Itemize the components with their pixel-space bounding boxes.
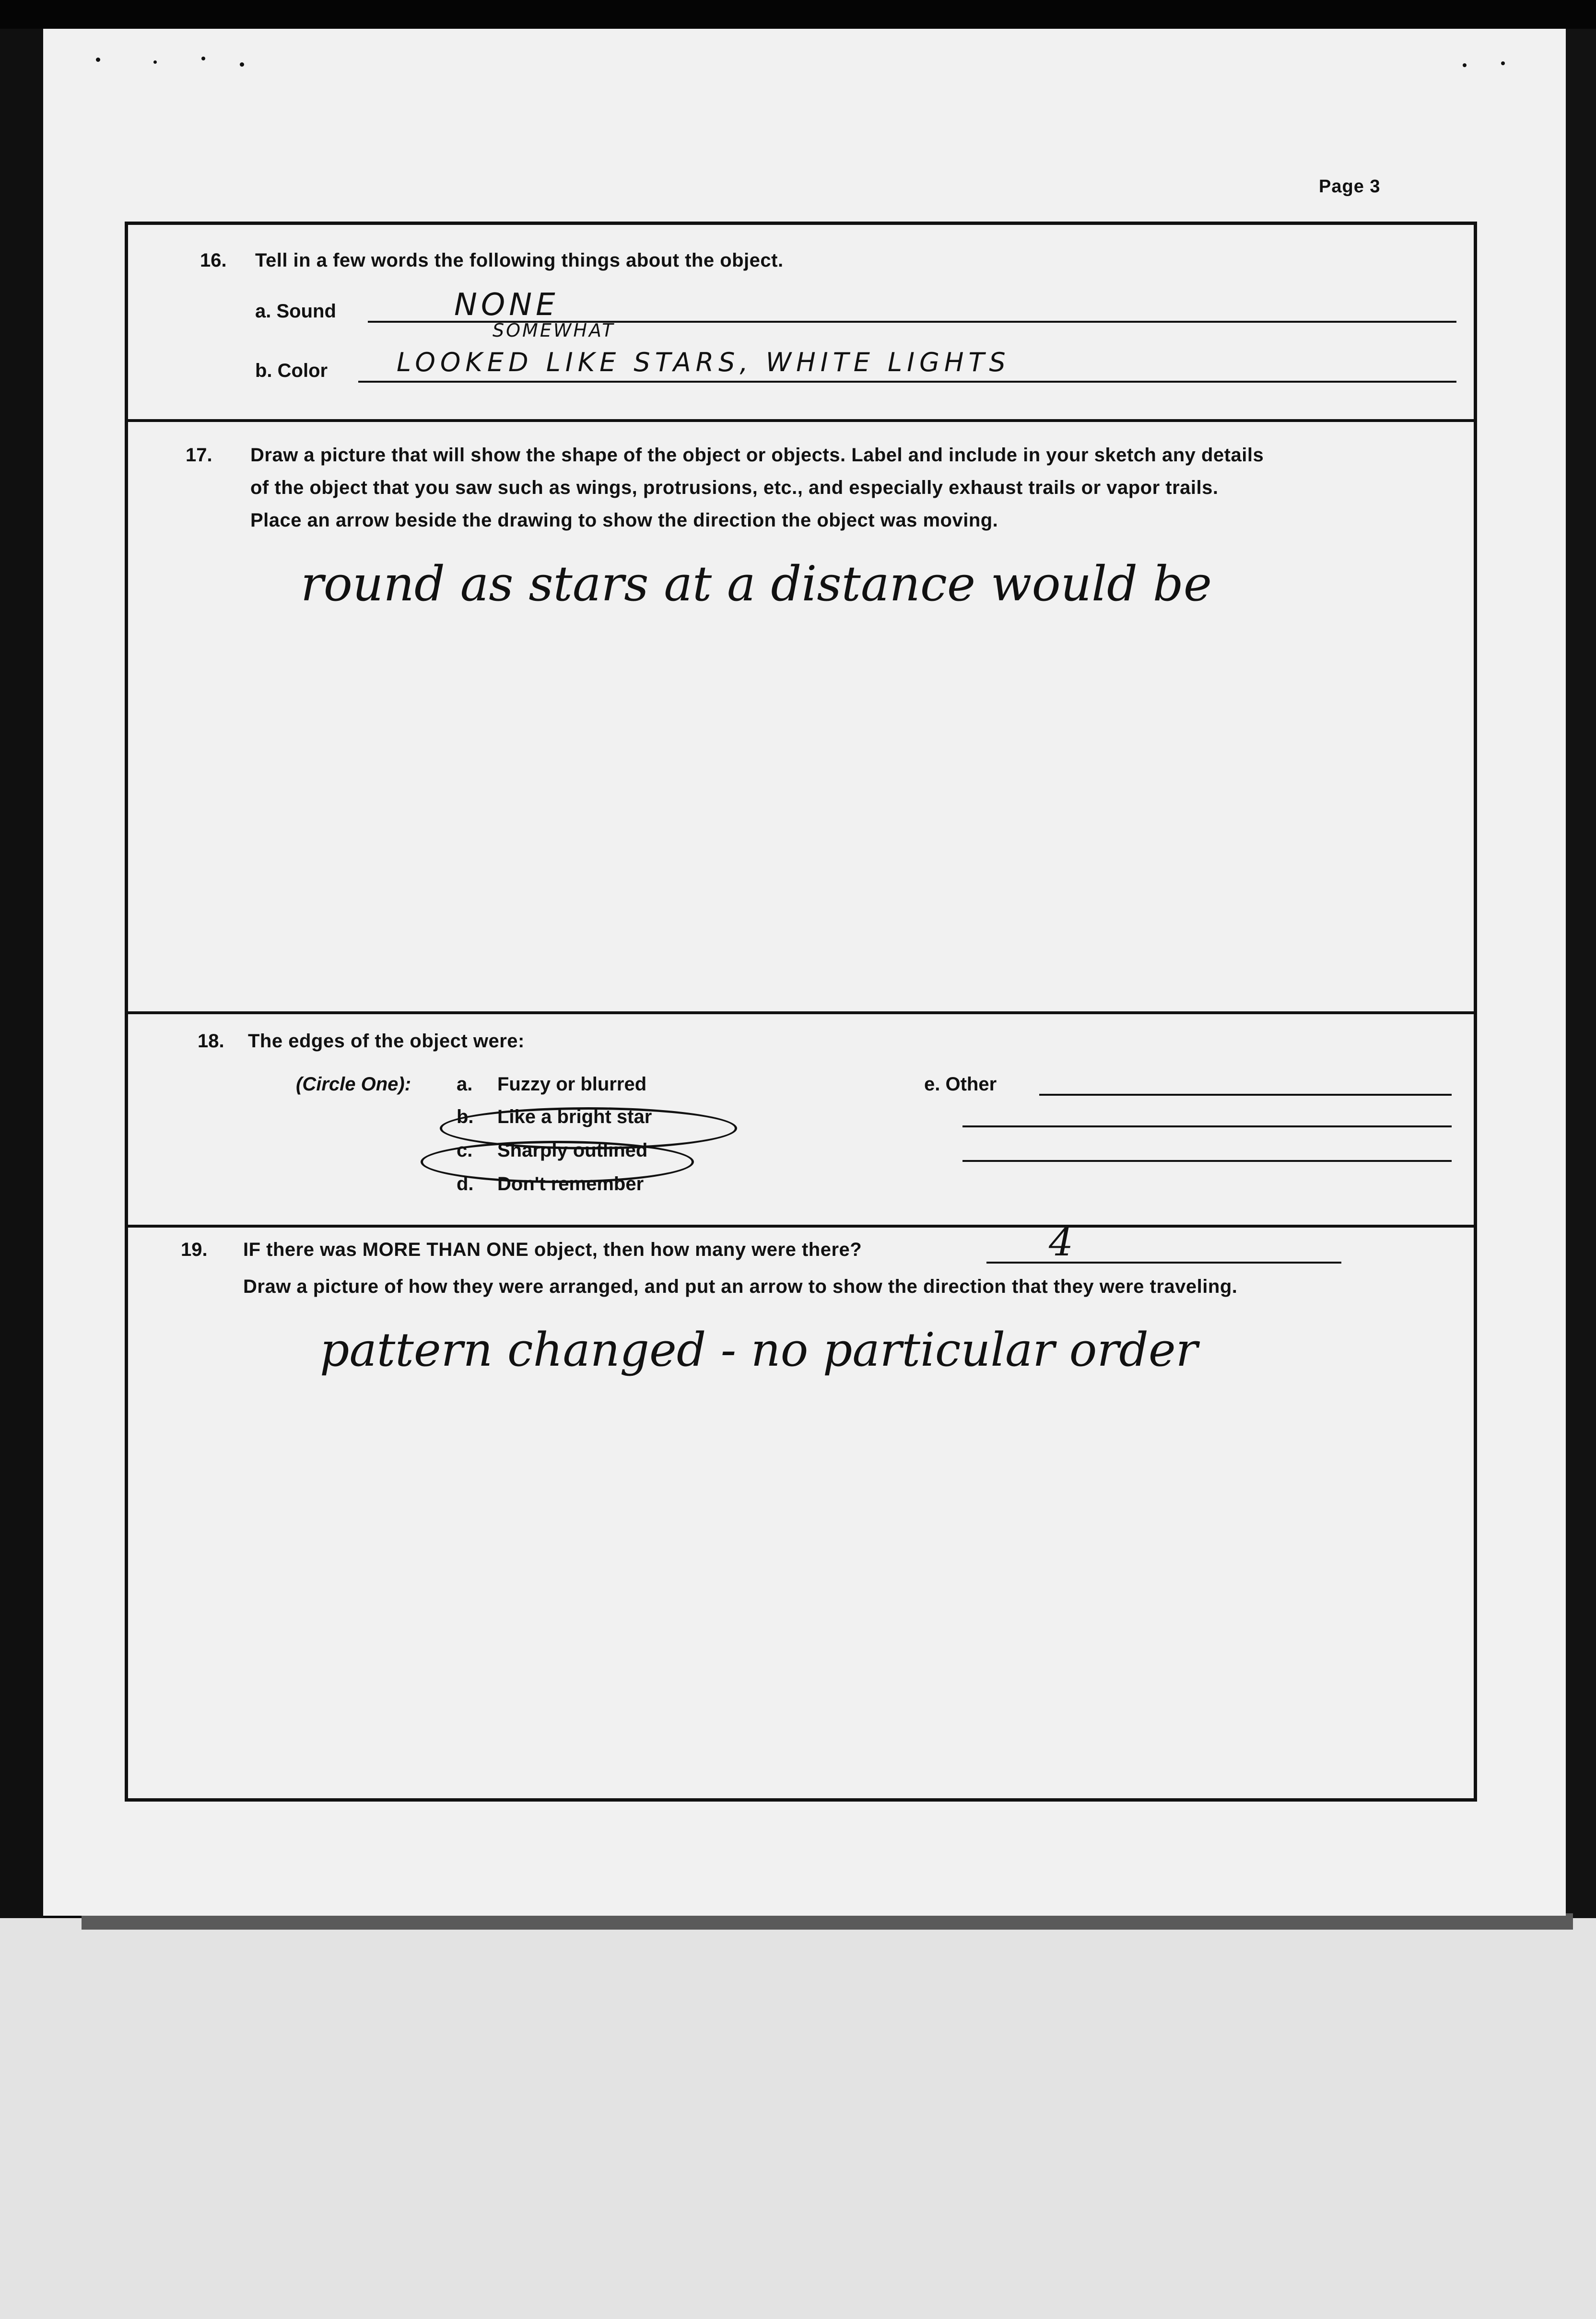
q18-other-line-3 (962, 1160, 1452, 1162)
q18-option-d-label: Don't remember (497, 1173, 644, 1195)
q18-option-c-letter: c. (457, 1140, 473, 1161)
q16-color-answer: LOOKED LIKE STARS, WHITE LIGHTS (397, 347, 1010, 377)
q18-other-line-1 (1039, 1094, 1452, 1096)
q19-handwritten-answer: pattern changed - no particular order (320, 1323, 1198, 1377)
film-border-top (0, 0, 1596, 29)
scan-speck (153, 60, 157, 64)
q18-option-b-letter: b. (457, 1106, 474, 1127)
scan-speck (240, 62, 244, 67)
q18-number: 18. (198, 1031, 224, 1052)
film-border-right (1566, 29, 1596, 1918)
q16-color-label: b. Color (255, 360, 328, 381)
section-divider (128, 419, 1474, 422)
form-questions-box (125, 222, 1477, 1802)
q16-sound-answer: NONE (454, 287, 559, 323)
q19-line1: IF there was MORE THAN ONE object, then how many were there? (243, 1239, 862, 1260)
q18-option-d-letter: d. (457, 1173, 474, 1195)
q19-line2: Draw a picture of how they were arranged, and put an arrow to show the direction that they were traveling. (243, 1276, 1238, 1297)
paper-shadow (82, 1913, 1573, 1930)
q18-other-label: e. Other (924, 1074, 997, 1095)
q16-sound-label: a. Sound (255, 301, 336, 322)
section-divider (128, 1225, 1474, 1228)
q16-text: Tell in a few words the following things about the object. (255, 250, 784, 271)
q18-text: The edges of the object were: (248, 1031, 525, 1052)
film-border-bottom (0, 1918, 1596, 2319)
q17-line3: Place an arrow beside the drawing to show the direction the object was moving. (250, 510, 998, 531)
q19-count-line (986, 1262, 1341, 1264)
q18-instruction: (Circle One): (296, 1074, 411, 1095)
q16-color-insert: SOMEWHAT (493, 320, 615, 341)
page-number: Page 3 (1319, 176, 1381, 197)
q18-option-a-label: Fuzzy or blurred (497, 1074, 647, 1095)
q19-number: 19. (181, 1239, 208, 1260)
q18-option-b-label: Like a bright star (497, 1106, 652, 1127)
scan-speck (1501, 61, 1505, 65)
scan-speck (96, 58, 100, 62)
q17-line1: Draw a picture that will show the shape of the object or objects. Label and include in your sketch any details (250, 445, 1264, 466)
q16-color-line (358, 381, 1456, 383)
film-border-left (0, 29, 43, 1918)
scan-speck (1463, 63, 1467, 67)
q18-other-line-2 (962, 1125, 1452, 1127)
q17-number: 17. (186, 445, 212, 466)
q18-option-a-letter: a. (457, 1074, 473, 1095)
q16-number: 16. (200, 250, 227, 271)
scan-speck (201, 57, 205, 60)
q17-line2: of the object that you saw such as wings, protrusions, etc., and especially exhaust trails or vapor trails. (250, 477, 1219, 498)
q17-handwritten-answer: round as stars at a distance would be (301, 556, 1212, 612)
q19-count-answer: 4 (1049, 1220, 1073, 1265)
q18-option-c-label: Sharply outlined (497, 1140, 648, 1161)
section-divider (128, 1011, 1474, 1014)
